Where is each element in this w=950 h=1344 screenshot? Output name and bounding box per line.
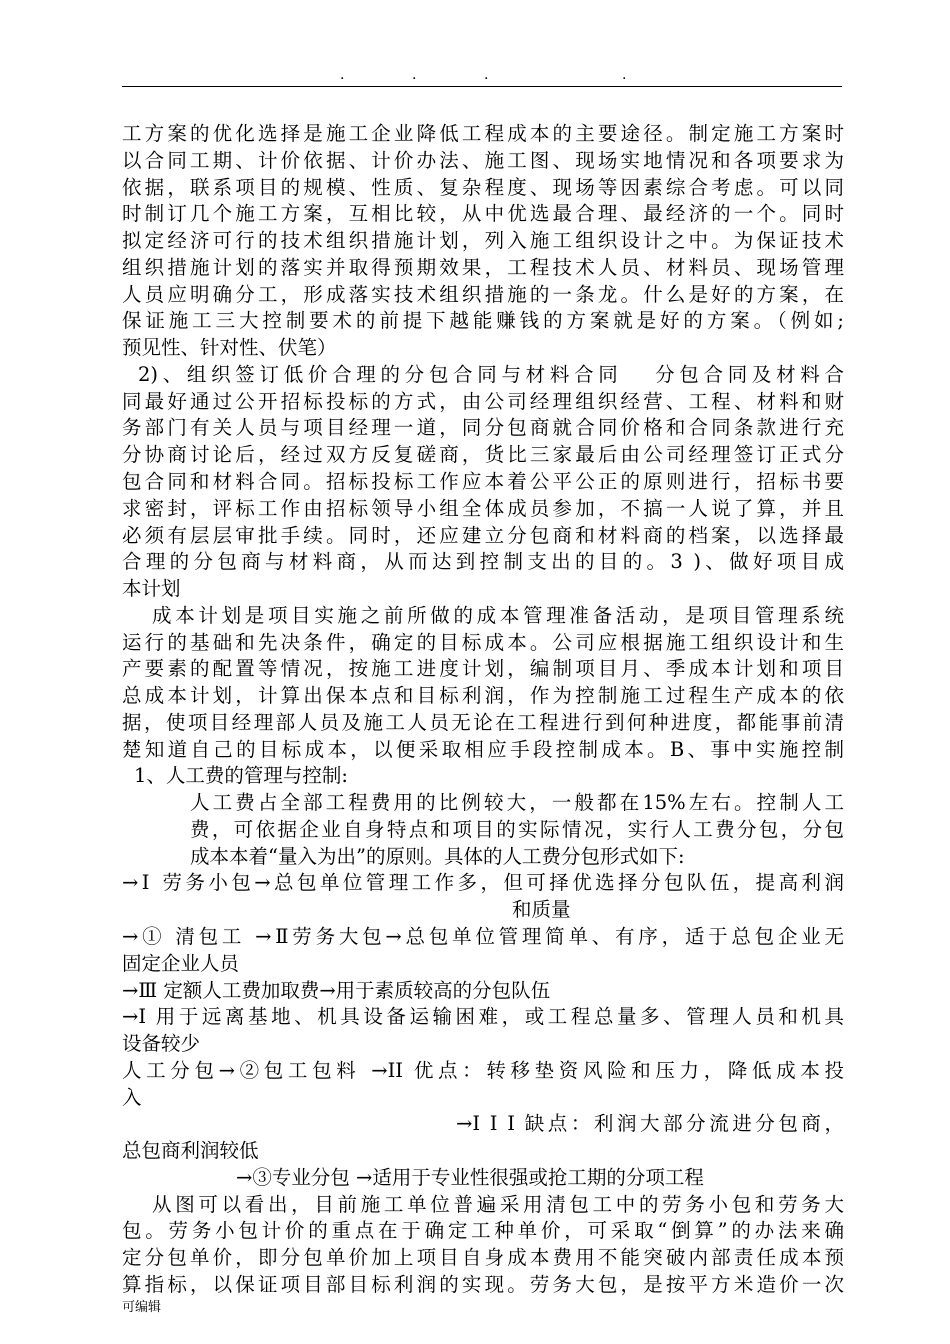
text-line-14: 包合同和材料合同。招标投标工作应本着公平公正的原则进行，招标书要 xyxy=(122,470,844,493)
text-line-18: 本计划 xyxy=(122,577,181,600)
header-dot-1: . xyxy=(340,67,345,83)
text-line-25: 1、人工费的管理与控制: xyxy=(134,764,348,787)
text-line-5: 拟定经济可行的技术组织措施计划，列入施工组织设计之中。为保证技术 xyxy=(122,229,844,252)
text-line-1: 工方案的优化选择是施工企业降低工程成本的主要途径。制定施工方案时 xyxy=(122,122,844,145)
text-line-15: 求密封，评标工作由招标领导小组全体成员参加，不搞一人说了算，并且 xyxy=(122,497,844,520)
text-line-30: 和质量 xyxy=(512,898,571,921)
header-rule xyxy=(122,86,842,87)
text-line-41: 从图可以看出，目前施工单位普遍采用清包工中的劳务小包和劳务大 xyxy=(152,1193,844,1216)
text-line-43: 定分包单价，即分包单价加上项目自身成本费用不能突破内部责任成本预 xyxy=(122,1246,844,1269)
text-line-35: 设备较少 xyxy=(122,1032,201,1055)
text-line-7: 人员应明确分工，形成落实技术组织措施的一条龙。什么是好的方案，在 xyxy=(122,283,844,306)
text-line-42: 包。劳务小包计价的重点在于确定工种单价，可采取“倒算”的办法来确 xyxy=(122,1219,844,1242)
text-line-21: 产要素的配置等情况，按施工进度计划，编制项目月、季成本计划和项目 xyxy=(122,657,844,680)
text-line-2: 以合同工期、计价依据、计价办法、施工图、现场实地情况和各项要求为 xyxy=(122,149,844,172)
text-line-12: 务部门有关人员与项目经理一道，同分包商就合同价格和合同条款进行充 xyxy=(122,416,844,439)
text-line-22: 总成本计划，计算出保本点和目标利润，作为控制施工过程生产成本的依 xyxy=(122,684,844,707)
text-line-31: →① 清包工 →Ⅱ劳务大包→总包单位管理简单、有序，适于总包企业无 xyxy=(122,925,844,948)
text-line-23: 据，使项目经理部人员及施工人员无论在工程进行到何种进度，都能事前清 xyxy=(122,711,844,734)
text-line-16: 必须有层层审批手续。同时，还应建立分包商和材料商的档案，以选择最 xyxy=(122,524,844,547)
text-line-39: 总包商利润较低 xyxy=(122,1139,259,1162)
text-line-38: →I I I 缺点：利润大部分流进分包商， xyxy=(456,1112,844,1135)
text-line-29: →Ⅰ 劳务小包→总包单位管理工作多，但可择优选择分包队伍，提高利润 xyxy=(122,871,844,894)
header-dot-2: . xyxy=(412,67,417,83)
text-line-36: 人工分包→②包工包料 →II 优点：转移垫资风险和压力，降低成本投 xyxy=(122,1059,844,1082)
footer-label: 可编辑 xyxy=(122,1300,162,1315)
header-dot-3: . xyxy=(484,67,489,83)
text-line-24: 楚知道自己的目标成本，以便采取相应手段控制成本。B、事中实施控制 xyxy=(122,738,844,761)
text-line-27: 费，可依据企业自身特点和项目的实际情况，实行人工费分包，分包 xyxy=(190,818,844,841)
text-line-32: 固定企业人员 xyxy=(122,952,240,975)
text-line-37: 入 xyxy=(122,1086,142,1109)
text-line-34: →I 用于远离基地、机具设备运输困难，或工程总量多、管理人员和机具 xyxy=(122,1005,844,1028)
text-line-6: 组织措施计划的落实并取得预期效果，工程技术人员、材料员、现场管理 xyxy=(122,256,844,279)
text-line-13: 分协商讨论后，经过双方反复磋商，货比三家最后由公司经理签订正式分 xyxy=(122,443,844,466)
page-header-dots xyxy=(0,68,950,82)
text-line-17: 合理的分包商与材料商，从而达到控制支出的目的。3 )、做好项目成 xyxy=(122,550,844,573)
text-line-3: 依据，联系项目的规模、性质、复杂程度、现场等因素综合考虑。可以同 xyxy=(122,176,844,199)
text-line-8: 保证施工三大控制要术的前提下越能赚钱的方案就是好的方案。（例如; xyxy=(122,309,844,332)
text-line-26: 人工费占全部工程费用的比例较大，一般都在15%左右。控制人工 xyxy=(190,791,844,814)
text-line-28: 成本本着“量入为出”的原则。具体的人工费分包形式如下: xyxy=(190,845,685,868)
text-line-9: 预见性、针对性、伏笔） xyxy=(122,336,337,359)
text-line-11: 同最好通过公开招标投标的方式，由公司经理组织经营、工程、材料和财 xyxy=(122,390,844,413)
text-line-40: →③专业分包 →适用于专业性很强或抢工期的分项工程 xyxy=(236,1166,704,1189)
text-line-20: 运行的基础和先决条件，确定的目标成本。公司应根据施工组织设计和生 xyxy=(122,631,844,654)
text-line-19: 成本计划是项目实施之前所做的成本管理准备活动，是项目管理系统 xyxy=(152,604,844,627)
header-dot-4: . xyxy=(622,67,627,83)
text-line-44: 算指标，以保证项目部目标利润的实现。劳务大包，是按平方米造价一次 xyxy=(122,1273,844,1296)
text-line-10: 2)、组织签订低价合理的分包合同与材料合同 分包合同及材料合 xyxy=(138,363,844,386)
text-line-33: →Ⅲ 定额人工费加取费→用于素质较高的分包队伍 xyxy=(122,979,551,1002)
text-line-4: 时制订几个施工方案，互相比较，从中优选最合理、最经济的一个。同时 xyxy=(122,202,844,225)
